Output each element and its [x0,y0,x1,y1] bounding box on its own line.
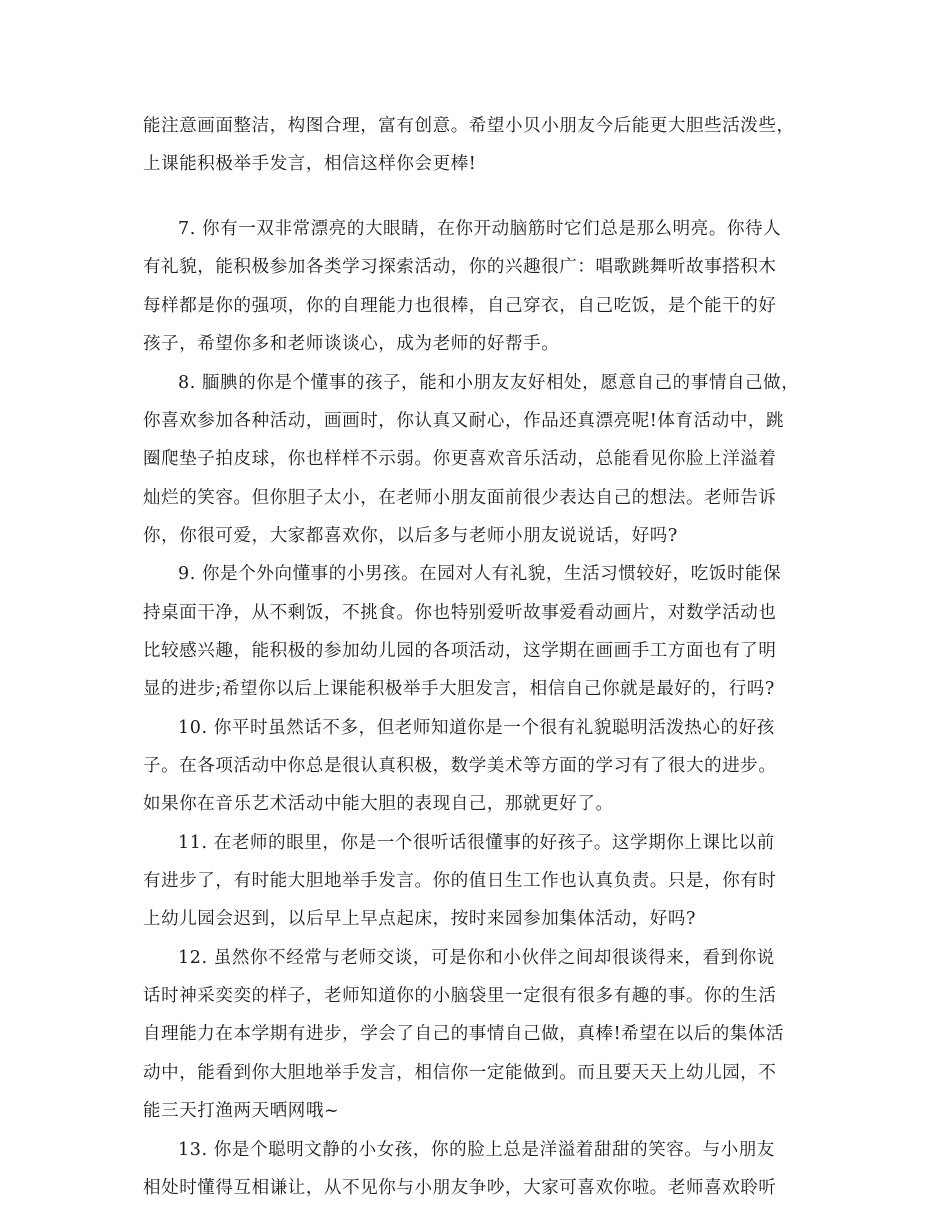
text-line: 有礼貌，能积极参加各类学习探索活动，你的兴趣很广：唱歌跳舞听故事搭积木 [143,257,777,277]
text-line: 相处时懂得互相谦让，从不见你与小朋友争吵，大家可喜欢你啦。老师喜欢聆听 [143,1178,777,1198]
text-line: 能注意画面整洁，构图合理，富有创意。希望小贝小朋友今后能更大胆些活泼些， [143,116,795,136]
text-line: 13. 你是个聪明文静的小女孩，你的脸上总是洋溢着甜甜的笑容。与小朋友 [178,1140,775,1160]
text-line: 自理能力在本学期有进步，学会了自己的事情自己做，真棒!希望在以后的集体活 [143,1024,785,1044]
text-line: 能三天打渔两天晒网哦~ [143,1101,340,1121]
text-line: 上课能积极举手发言，相信这样你会更棒! [143,154,477,174]
text-line: 每样都是你的强项，你的自理能力也很棒，自己穿衣，自己吃饭，是个能干的好 [143,296,777,316]
text-line: 11. 在老师的眼里，你是一个很听话很懂事的好孩子。这学期你上课比以前 [178,833,775,853]
text-line: 话时神采奕奕的样子，老师知道你的小脑袋里一定很有很多有趣的事。你的生活 [143,986,777,1006]
text-line: 孩子，希望你多和老师谈谈心，成为老师的好帮手。 [143,334,560,354]
text-line: 显的进步;希望你以后上课能积极举手大胆发言，相信自己你就是最好的，行吗? [143,679,775,699]
text-line: 子。在各项活动中你总是很认真积极，数学美术等方面的学习有了很大的进步。 [143,756,777,776]
text-line: 比较感兴趣，能积极的参加幼儿园的各项活动，这学期在画画手工方面也有了明 [143,641,777,661]
text-line: 10. 你平时虽然话不多，但老师知道你是一个很有礼貌聪明活泼热心的好孩 [178,718,775,738]
text-line: 你喜欢参加各种活动，画画时，你认真又耐心，作品还真漂亮呢!体育活动中，跳 [143,411,785,431]
text-line: 动中，能看到你大胆地举手发言，相信你一定能做到。而且要天天上幼儿园，不 [143,1063,777,1083]
text-line: 有进步了，有时能大胆地举手发言。你的值日生工作也认真负责。只是，你有时 [143,871,777,891]
text-line: 7. 你有一双非常漂亮的大眼睛，在你开动脑筋时它们总是那么明亮。你待人 [178,219,782,239]
text-line: 持桌面干净，从不剩饭，不挑食。你也特别爱听故事爱看动画片，对数学活动也 [143,603,777,623]
text-line: 灿烂的笑容。但你胆子太小，在老师小朋友面前很少表达自己的想法。老师告诉 [143,488,777,508]
text-line: 圈爬垫子拍皮球，你也样样不示弱。你更喜欢音乐活动，总能看见你脸上洋溢着 [143,449,777,469]
text-line: 9. 你是个外向懂事的小男孩。在园对人有礼貌，生活习惯较好，吃饭时能保 [178,564,782,584]
text-line: 12. 虽然你不经常与老师交谈，可是你和小伙伴之间却很谈得来，看到你说 [178,948,775,968]
text-line: 上幼儿园会迟到，以后早上早点起床，按时来园参加集体活动，好吗? [143,909,696,929]
text-line: 如果你在音乐艺术活动中能大胆的表现自己，那就更好了。 [143,794,614,814]
text-line: 你，你很可爱，大家都喜欢你，以后多与老师小朋友说说话，好吗? [143,526,678,546]
text-line: 8. 腼腆的你是个懂事的孩子，能和小朋友友好相处，愿意自己的事情自己做， [178,373,800,393]
